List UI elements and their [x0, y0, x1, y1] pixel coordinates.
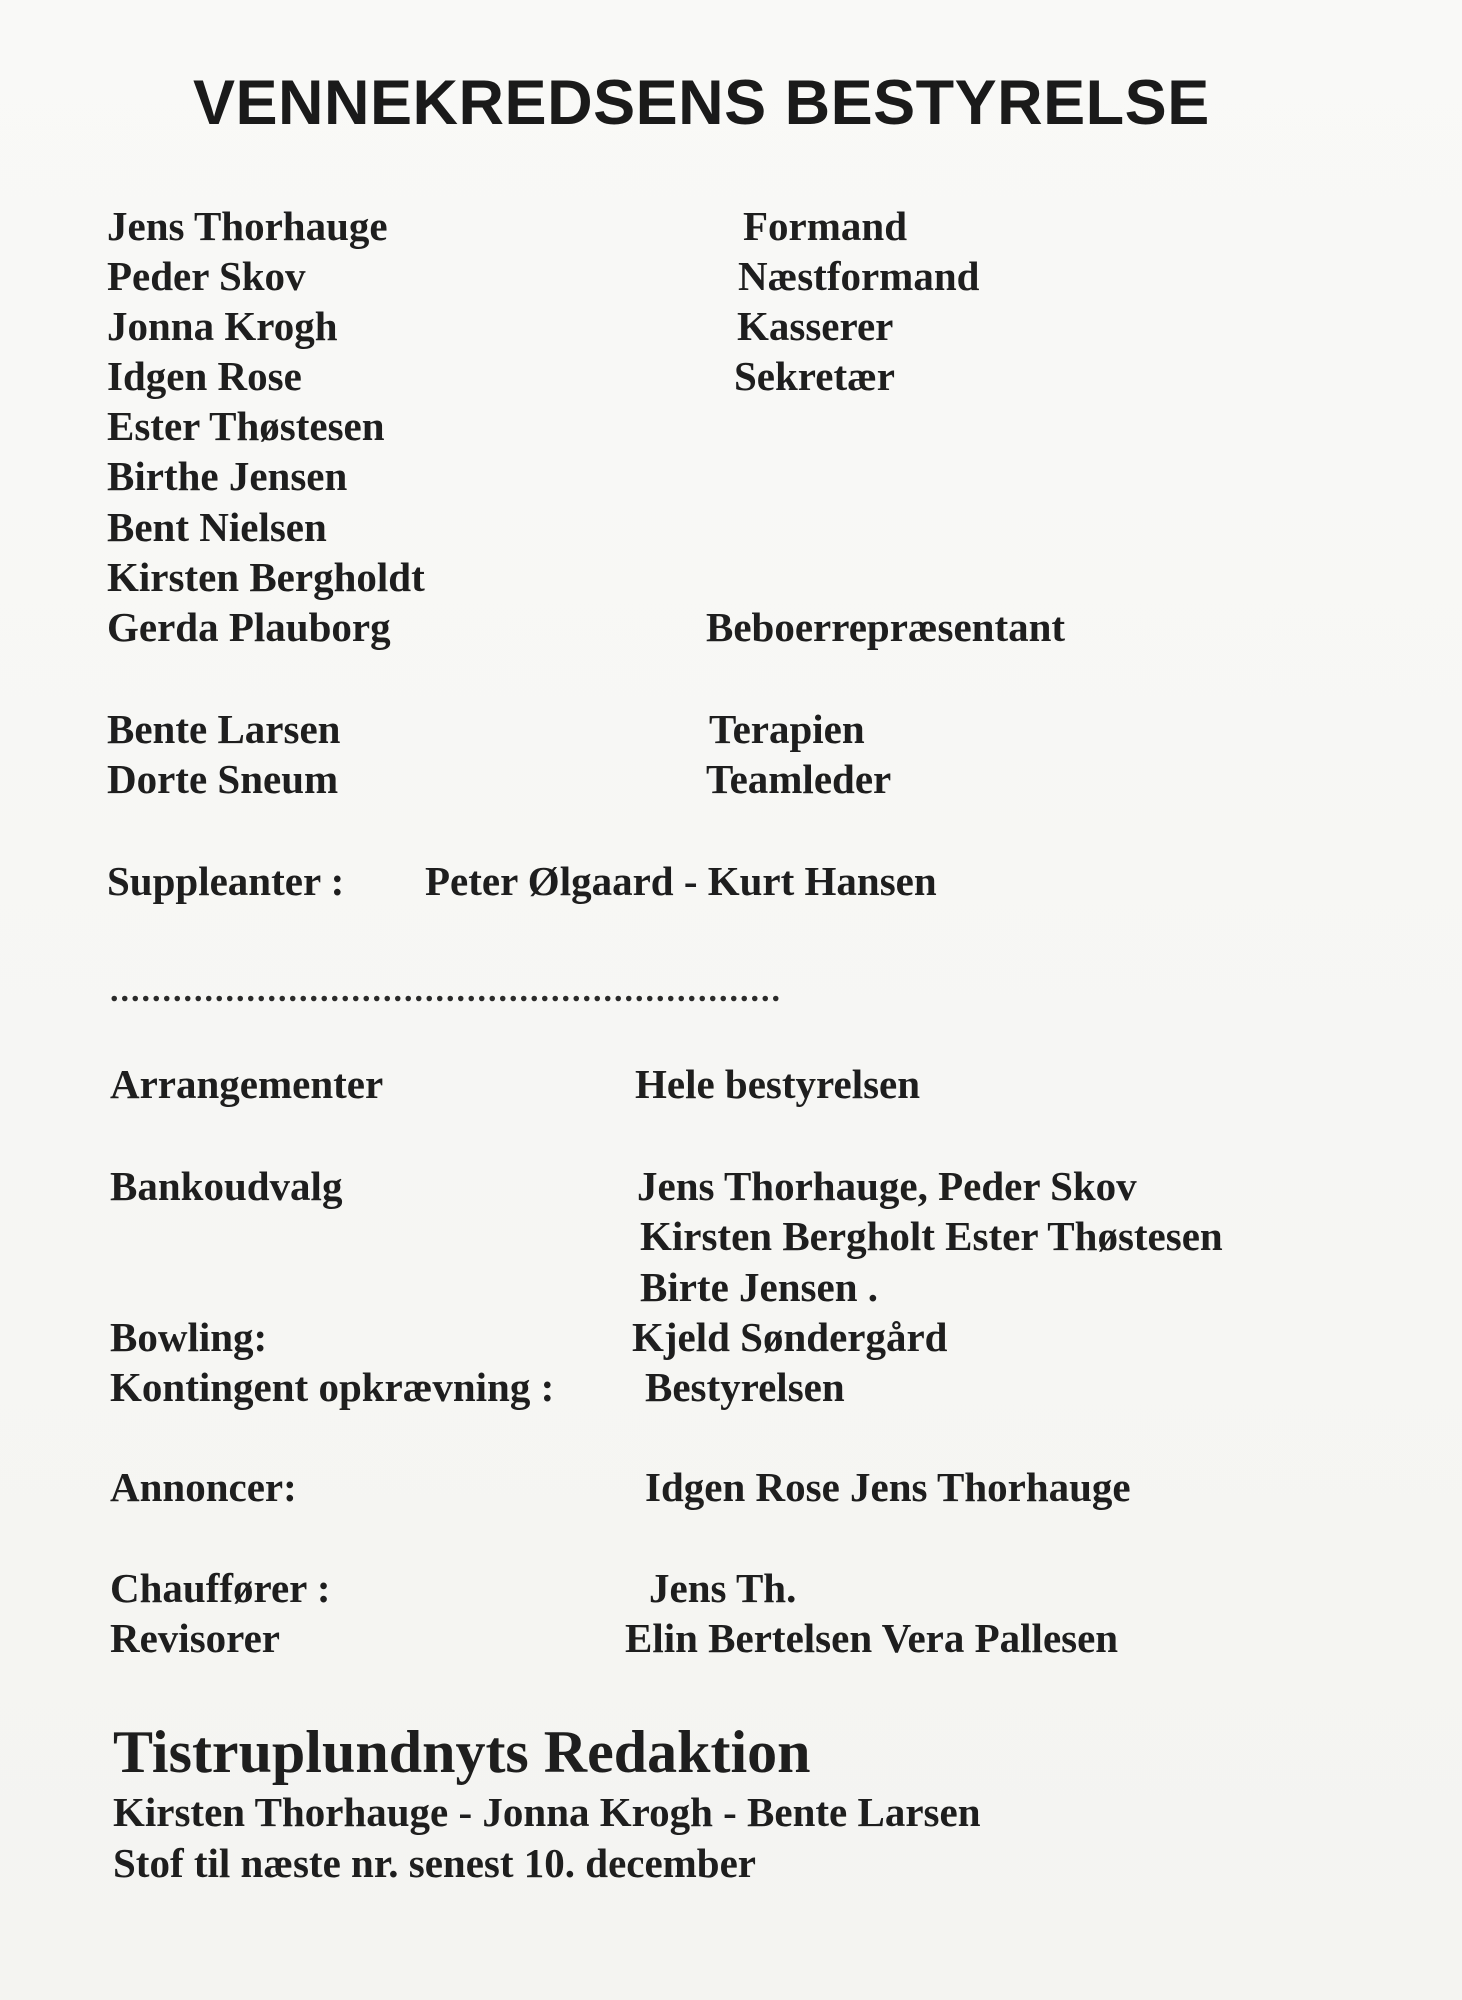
board-member-name: Bent Nielsen	[107, 504, 327, 550]
dotted-separator: ................................................................	[110, 972, 782, 1009]
substitutes-value: Peter Ølgaard - Kurt Hansen	[425, 858, 937, 904]
board-member-name: Peder Skov	[107, 253, 306, 299]
substitutes-label: Suppleanter :	[107, 858, 345, 904]
editorial-title: Tistruplundnyts Redaktion	[113, 1719, 811, 1785]
auditors-label: Revisorer	[110, 1615, 281, 1661]
board-member-name: Jonna Krogh	[107, 303, 338, 349]
bank-line: Kirsten Bergholt Ester Thøstesen	[640, 1213, 1223, 1259]
events-value: Hele bestyrelsen	[635, 1061, 921, 1107]
bowling-label: Bowling:	[110, 1314, 268, 1360]
staff-role: Terapien	[709, 706, 865, 752]
staff-role: Teamleder	[706, 756, 892, 802]
auditors-value: Elin Bertelsen Vera Pallesen	[625, 1615, 1119, 1661]
editorial-deadline: Stof til næste nr. senest 10. december	[113, 1840, 757, 1886]
ads-value: Idgen Rose Jens Thorhauge	[645, 1464, 1131, 1510]
dues-label: Kontingent opkrævning :	[110, 1364, 555, 1410]
staff-name: Dorte Sneum	[107, 756, 339, 802]
page-title: VENNEKREDSENS BESTYRELSE	[193, 68, 1210, 138]
dues-value: Bestyrelsen	[645, 1364, 845, 1410]
drivers-value: Jens Th.	[649, 1565, 797, 1611]
board-member-name: Birthe Jensen	[107, 453, 348, 499]
board-member-name: Kirsten Bergholdt	[107, 554, 425, 600]
board-member-role: Beboerrepræsentant	[706, 604, 1066, 650]
board-member-name: Idgen Rose	[107, 353, 302, 399]
events-label: Arrangementer	[110, 1061, 384, 1107]
board-member-role: Kasserer	[737, 303, 894, 349]
board-member-role: Formand	[743, 203, 907, 249]
board-member-name: Gerda Plauborg	[107, 604, 391, 650]
ads-label: Annoncer:	[110, 1464, 297, 1510]
board-member-name: Jens Thorhauge	[107, 203, 388, 249]
bank-label: Bankoudvalg	[110, 1163, 343, 1209]
editorial-members: Kirsten Thorhauge - Jonna Krogh - Bente Larsen	[113, 1789, 981, 1835]
board-member-role: Sekretær	[734, 353, 895, 399]
bank-line: Birte Jensen .	[640, 1264, 878, 1310]
drivers-label: Chauffører :	[110, 1565, 331, 1611]
board-member-role: Næstformand	[738, 253, 980, 299]
bank-line: Jens Thorhauge, Peder Skov	[637, 1163, 1137, 1209]
staff-name: Bente Larsen	[107, 706, 341, 752]
board-member-name: Ester Thøstesen	[107, 403, 385, 449]
bowling-value: Kjeld Søndergård	[632, 1314, 948, 1360]
